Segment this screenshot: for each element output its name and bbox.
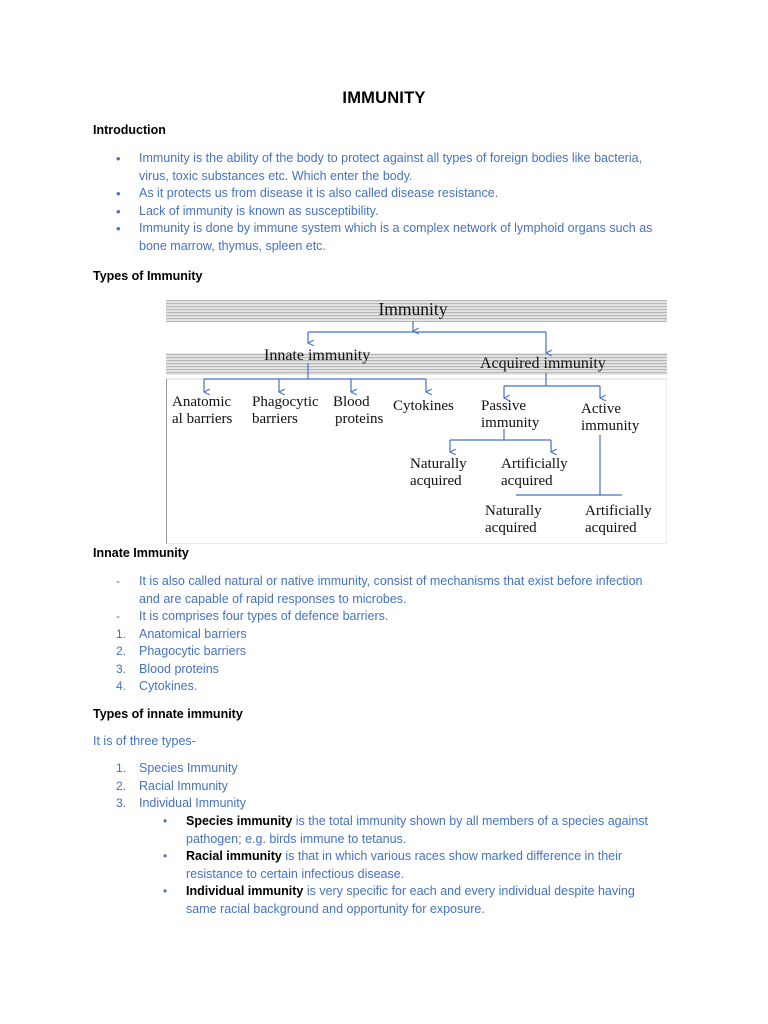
diagram-passive-naturally-label-2: acquired — [410, 473, 462, 489]
detail-item: • Individual immunity is very specific for each and every individual despite having — [163, 883, 723, 901]
introduction-heading: Introduction — [93, 123, 166, 137]
list-item-continuation: bone marrow, thymus, spleen etc. — [139, 238, 326, 253]
diagram-passive-naturally-label: Naturally — [410, 456, 467, 472]
list-item: • Immunity is the ability of the body to protect against all types of foreign bodies like bacteria, — [116, 151, 643, 166]
diagram-active-naturally-label: Naturally — [485, 503, 542, 519]
bullet-icon: • — [116, 221, 121, 236]
detail-item-continuation: resistance to certain infectious disease. — [186, 866, 405, 881]
detail-item-continuation: same racial background and opportunity for exposure. — [186, 901, 485, 916]
diagram-blood-label: Blood — [333, 394, 370, 410]
diagram-passive-label: Passive — [481, 398, 526, 414]
dash-icon: - — [116, 574, 120, 588]
diagram-root-label: Immunity — [378, 299, 448, 319]
bullet-icon: • — [116, 203, 121, 219]
bullet-icon: • — [116, 151, 121, 166]
immunity-diagram — [166, 297, 667, 544]
bullet-icon: • — [163, 849, 168, 863]
bullet-icon: • — [163, 814, 168, 828]
numbered-item: 1. Anatomical barriers — [116, 626, 247, 641]
dash-item: - It is comprises four types of defence barriers. — [116, 608, 716, 626]
diagram-acquired-label: Acquired immunity — [480, 355, 606, 372]
types-innate-intro: It is of three types- — [93, 734, 196, 748]
diagram-passive-label-2: immunity — [481, 415, 540, 431]
dash-item: - It is also called natural or native immunity, consist of mechanisms that exist before infection — [116, 573, 716, 591]
diagram-blood-label-2: proteins — [335, 411, 384, 427]
diagram-active-artificially-label-2: acquired — [585, 520, 637, 536]
types-innate-heading: Types of innate immunity — [93, 707, 243, 721]
numbered-item: 2. Racial Immunity — [116, 778, 228, 793]
bullet-icon: • — [163, 884, 168, 898]
diagram-phagocytic-label-2: barriers — [252, 411, 298, 427]
bullet-icon: • — [116, 186, 121, 201]
dash-item-continuation: and are capable of rapid responses to microbes. — [139, 591, 407, 606]
detail-item-continuation: pathogen; e.g. birds immune to tetanus. — [186, 831, 407, 846]
diagram-innate-label: Innate immunity — [264, 347, 371, 364]
innate-dash-list — [116, 573, 716, 696]
types-innate-details — [163, 813, 723, 918]
diagram-active-artificially-label: Artificially — [585, 503, 652, 519]
diagram-phagocytic-label: Phagocytic — [252, 394, 319, 410]
diagram-active-label-2: immunity — [581, 418, 640, 434]
diagram-passive-artificially-label-2: acquired — [501, 473, 553, 489]
diagram-anatomical-label: Anatomic — [172, 394, 232, 410]
numbered-item: 1. Species Immunity — [116, 761, 238, 775]
introduction-list — [93, 150, 713, 255]
diagram-cytokines-label: Cytokines — [393, 398, 454, 414]
innate-immunity-heading: Innate Immunity — [93, 546, 189, 560]
types-innate-list — [116, 760, 716, 813]
detail-item: • Species immunity is the total immunity shown by all members of a species against — [163, 813, 723, 831]
list-item: • Immunity is done by immune system which is a complex network of lymphoid organs such as — [116, 221, 653, 236]
numbered-item: 4. Cytokines. — [116, 679, 198, 693]
numbered-item: 2. Phagocytic barriers — [116, 644, 246, 658]
detail-item: • Racial immunity is that in which various races show marked difference in their — [163, 848, 723, 866]
page-title: IMMUNITY — [342, 89, 426, 107]
diagram-active-naturally-label-2: acquired — [485, 520, 537, 536]
numbered-item: 3. Blood proteins — [116, 661, 219, 676]
diagram-anatomical-label-2: al barriers — [172, 411, 233, 427]
numbered-item: 3. Individual Immunity — [116, 796, 246, 810]
list-item: • Lack of immunity is known as susceptibility. — [116, 203, 379, 219]
types-of-immunity-heading: Types of Immunity — [93, 269, 203, 283]
diagram-active-label: Active — [581, 401, 621, 417]
diagram-passive-artificially-label: Artificially — [501, 456, 568, 472]
dash-icon: - — [116, 609, 120, 623]
list-item: • As it protects us from disease it is also called disease resistance. — [116, 186, 499, 201]
list-item-continuation: virus, toxic substances etc. Which enter the body. — [139, 168, 413, 183]
